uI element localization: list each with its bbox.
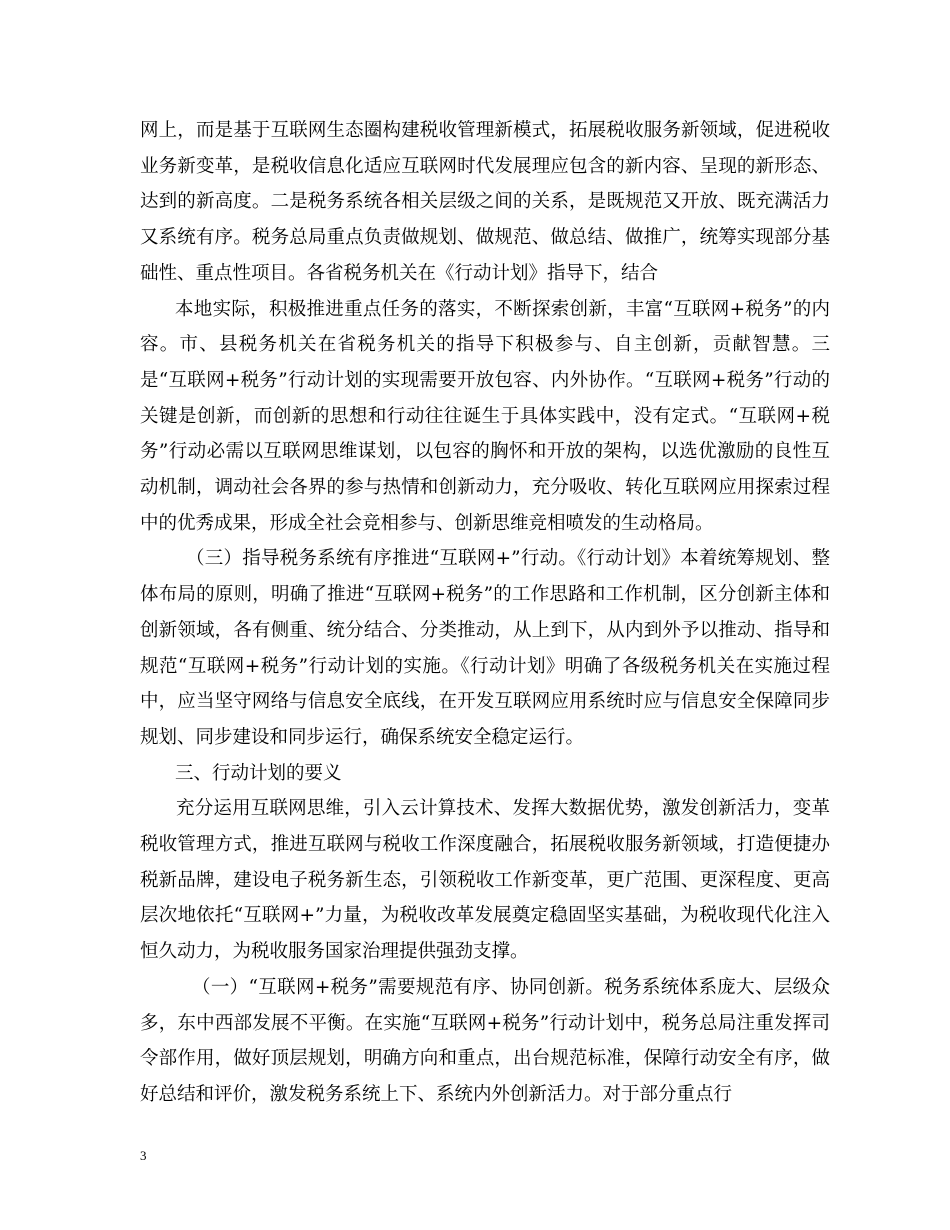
page-number: 3 [140,1148,147,1163]
section-heading: 三、行动计划的要义 [175,762,342,784]
paragraph-continuation: 网上，而是基于互联网生态圈构建税收管理新模式，拓展税收服务新领域，促进税收业务新变革，是税收信息化适应互联网时代发展理应包含的新内容、呈现的新形态、达到的新高度。二是税务系统各相关层级之间的关系，是既规范又开放、既充满活力又系统有序。税务总局重点负责做规划、做规范、做总结、做推广，统筹实现部分基础性、重点性项目。各省税务机关在《行动计划》指导下，结合 [140,120,830,284]
body-text [140,113,830,1113]
paragraph-section-three: （三）指导税务系统有序推进“互联网+”行动。《行动计划》本着统筹规划、整体布局的原则，明确了推进“互联网+税务”的工作思路和工作机制，区分创新主体和创新领域，各有侧重、统分结合、分类推动，从上到下，从内到外予以推动、指导和规范“互联网+税务”行动计划的实施。《行动计划》明确了各级税务机关在实施过程中，应当坚守网络与信息安全底线，在开发互联网应用系统时应与信息安全保障同步规划、同步建设和同步运行，确保系统安全稳定运行。 [140,548,830,748]
paragraph-essentials: 充分运用互联网思维，引入云计算技术、发挥大数据优势，激发创新活力，变革税收管理方式，推进互联网与税收工作深度融合，拓展税收服务新领域，打造便捷办税新品牌，建设电子税务新生态，引领税收工作新变革，更广范围、更深程度、更高层次地依托“互联网+”力量，为税收改革发展奠定稳固坚实基础，为税收现代化注入恒久动力，为税收服务国家治理提供强劲支撑。 [140,798,830,963]
paragraph-local-practice: 本地实际，积极推进重点任务的落实，不断探索创新，丰富“互联网+税务”的内容。市、县税务机关在省税务机关的指导下积极参与、自主创新，贡献智慧。三是“互联网+税务”行动计划的实现需要开放包容、内外协作。“互联网+税务”行动的关键是创新，而创新的思想和行动往往诞生于具体实践中，没有定式。“互联网+税务”行动必需以互联网思维谋划，以包容的胸怀和开放的架构，以选优激励的良性互动机制，调动社会各界的参与热情和创新动力，充分吸收、转化互联网应用探索过程中的优秀成果，形成全社会竞相参与、创新思维竞相喷发的生动格局。 [140,298,830,534]
paragraph-section-one: （一）“互联网+税务”需要规范有序、协同创新。税务系统体系庞大、层级众多，东中西部发展不平衡。在实施“互联网+税务”行动计划中，税务总局注重发挥司令部作用，做好顶层规划，明确方向和重点，出台规范标准，保障行动安全有序，做好总结和评价，激发税务系统上下、系统内外创新活力。对于部分重点行 [140,976,830,1105]
